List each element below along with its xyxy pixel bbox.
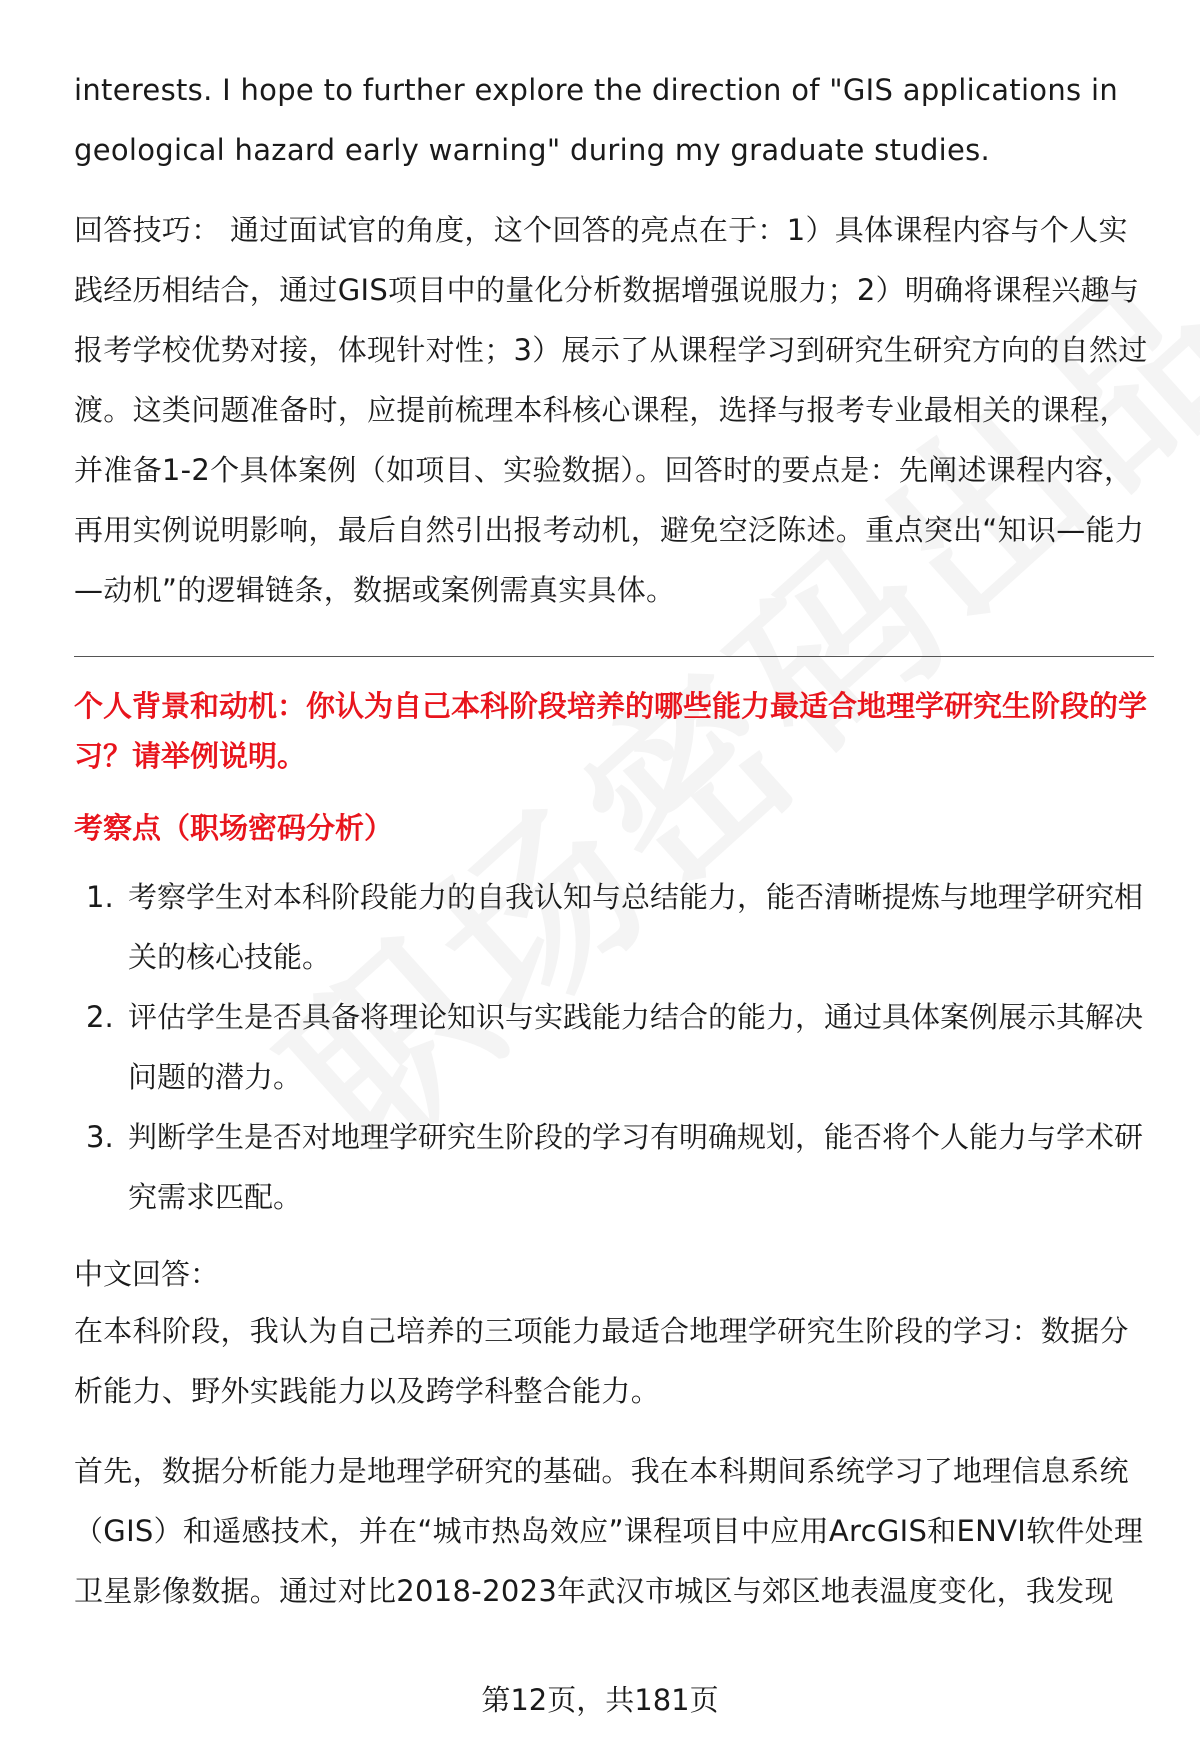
list-item-number: 2. [86, 1000, 114, 1034]
list-item-number: 3. [86, 1120, 114, 1154]
answer-paragraph-1: 在本科阶段，我认为自己培养的三项能力最适合地理学研究生阶段的学习：数据分析能力、野外实践能力以及跨学科整合能力。 [74, 1314, 1129, 1408]
page-number-footer: 第12页，共181页 [481, 1683, 719, 1717]
list-item [74, 867, 1154, 987]
document-page [74, 60, 1154, 1621]
list-item [74, 987, 1154, 1107]
list-item [74, 1107, 1154, 1227]
list-item-text: 评估学生是否具备将理论知识与实践能力结合的能力，通过具体案例展示其解决问题的潜力。 [128, 1000, 1144, 1094]
section-divider [74, 656, 1154, 657]
exam-points-list [74, 867, 1154, 1227]
chinese-answer-label: 中文回答： [74, 1257, 220, 1291]
answer-paragraph-2: 首先，数据分析能力是地理学研究的基础。我在本科期间系统学习了地理信息系统（GIS）和遥感技术，并在“城市热岛效应”课程项目中应用ArcGIS和ENVI软件处理卫星影像数据。通过对比2018-2023年武汉市城区与郊区地表温度变化，我发现 [74, 1454, 1144, 1608]
list-item-text: 考察学生对本科阶段能力的自我认知与总结能力，能否清晰提炼与地理学研究相关的核心技能。 [128, 880, 1144, 974]
list-item-number: 1. [86, 880, 114, 914]
answer-tips-paragraph: 回答技巧： 通过面试官的角度，这个回答的亮点在于：1）具体课程内容与个人实践经历相结合，通过GIS项目中的量化分析数据增强说服力；2）明确将课程兴趣与报考学校优势对接，体现针对性；3）展示了从课程学习到研究生研究方向的自然过渡。这类问题准备时，应提前梳理本科核心课程，选择与报考专业最相关的课程，并准备1-2个具体案例（如项目、实验数据）。回答时的要点是：先阐述课程内容，再用实例说明影响，最后自然引出报考动机，避免空泛陈述。重点突出“知识—能力—动机”的逻辑链条，数据或案例需真实具体。 [74, 213, 1148, 607]
exam-points-heading: 考察点（职场密码分析） [74, 811, 394, 845]
intro-english-paragraph: interests. I hope to further explore the direction of "GIS applications in geological hazard early warning" during my graduate studies. [74, 73, 1118, 167]
list-item-text: 判断学生是否对地理学研究生阶段的学习有明确规划，能否将个人能力与学术研究需求匹配。 [128, 1120, 1144, 1214]
question-title: 个人背景和动机：你认为自己本科阶段培养的哪些能力最适合地理学研究生阶段的学习？请举例说明。 [74, 689, 1148, 773]
